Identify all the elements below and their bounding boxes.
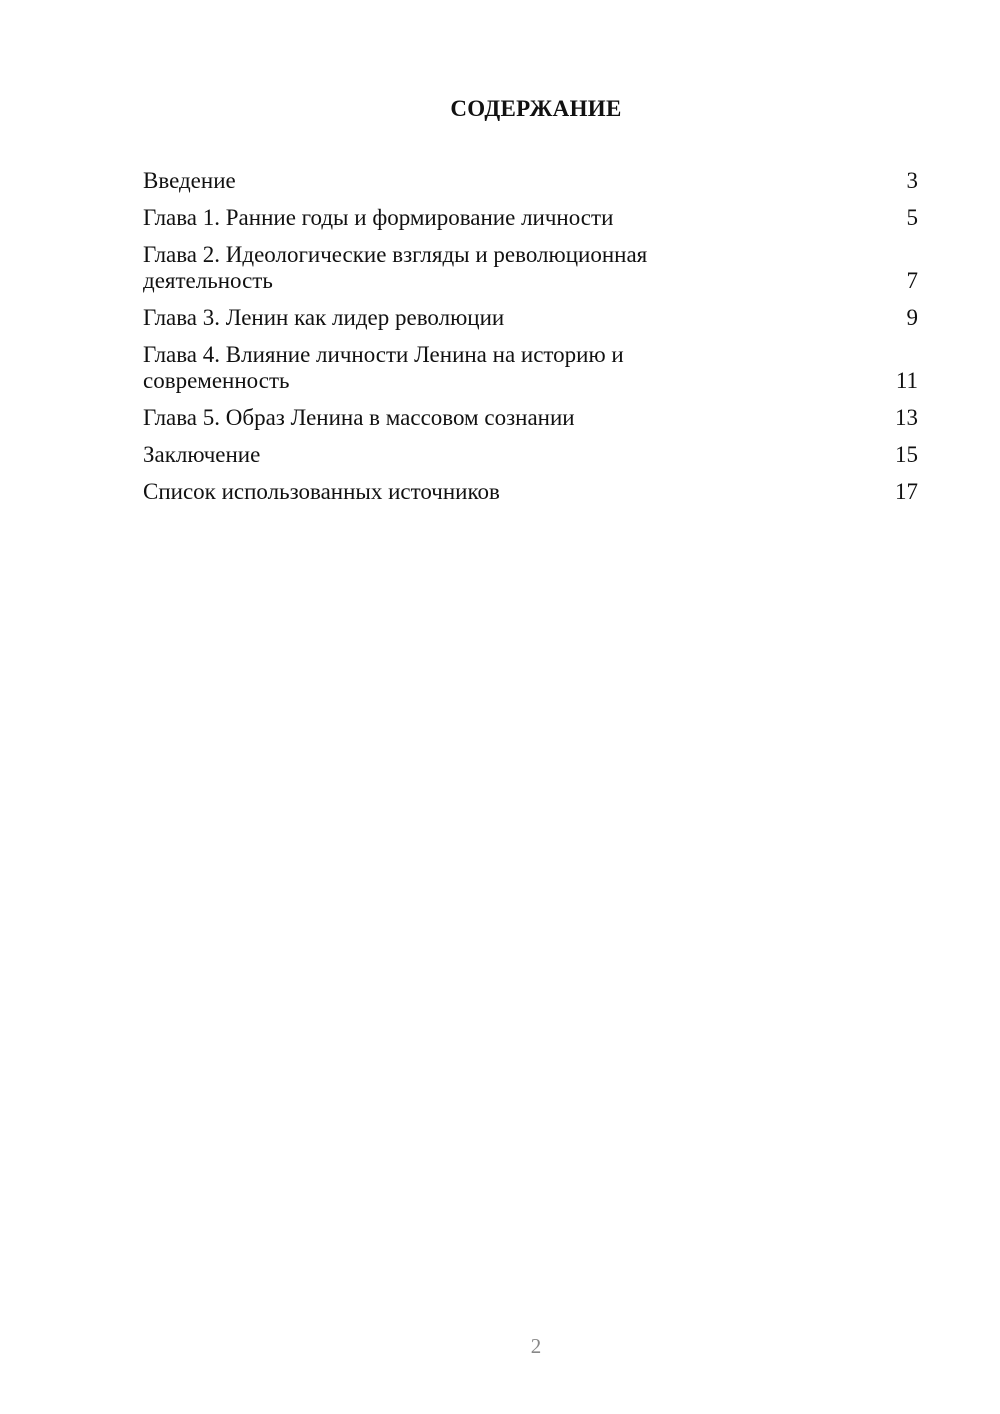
toc-entry-chapter-3 [143,305,918,331]
toc-entry-text: Глава 4. Влияние личности Ленина на историю и современность [143,342,624,393]
toc-entry-text: Глава 2. Идеологические взгляды и революционная деятельность [143,242,648,293]
toc-entry-text: Глава 1. Ранние годы и формирование личности [143,205,614,230]
toc-entry-page: 13 [895,405,918,430]
toc-entry-text: Глава 3. Ленин как лидер революции [143,305,505,330]
toc-entry-chapter-5 [143,405,918,431]
toc-entry-introduction [143,168,918,194]
toc-entry-page: 11 [895,368,918,393]
page-title: СОДЕРЖАНИЕ [450,96,622,121]
page-number: 2 [530,1334,542,1358]
toc-entry-text: Список использованных источников [143,479,500,504]
toc-entry-page: 15 [895,442,918,467]
toc-entry-page: 5 [906,205,918,230]
toc-entry-chapter-4 [143,342,918,394]
toc-entry-text: Заключение [143,442,261,467]
toc-entry-references [143,479,918,505]
toc-entry-chapter-2 [143,242,918,294]
toc-entry-conclusion [143,442,918,468]
toc-entry-text: Глава 5. Образ Ленина в массовом сознании [143,405,575,430]
toc-entry-page: 9 [906,305,918,330]
toc-entry-text: Введение [143,168,236,193]
toc-entry-page: 3 [906,168,918,193]
toc-entry-chapter-1 [143,205,918,231]
toc-entry-page: 17 [895,479,918,504]
toc-entry-page: 7 [906,268,918,293]
table-of-contents [143,168,918,516]
